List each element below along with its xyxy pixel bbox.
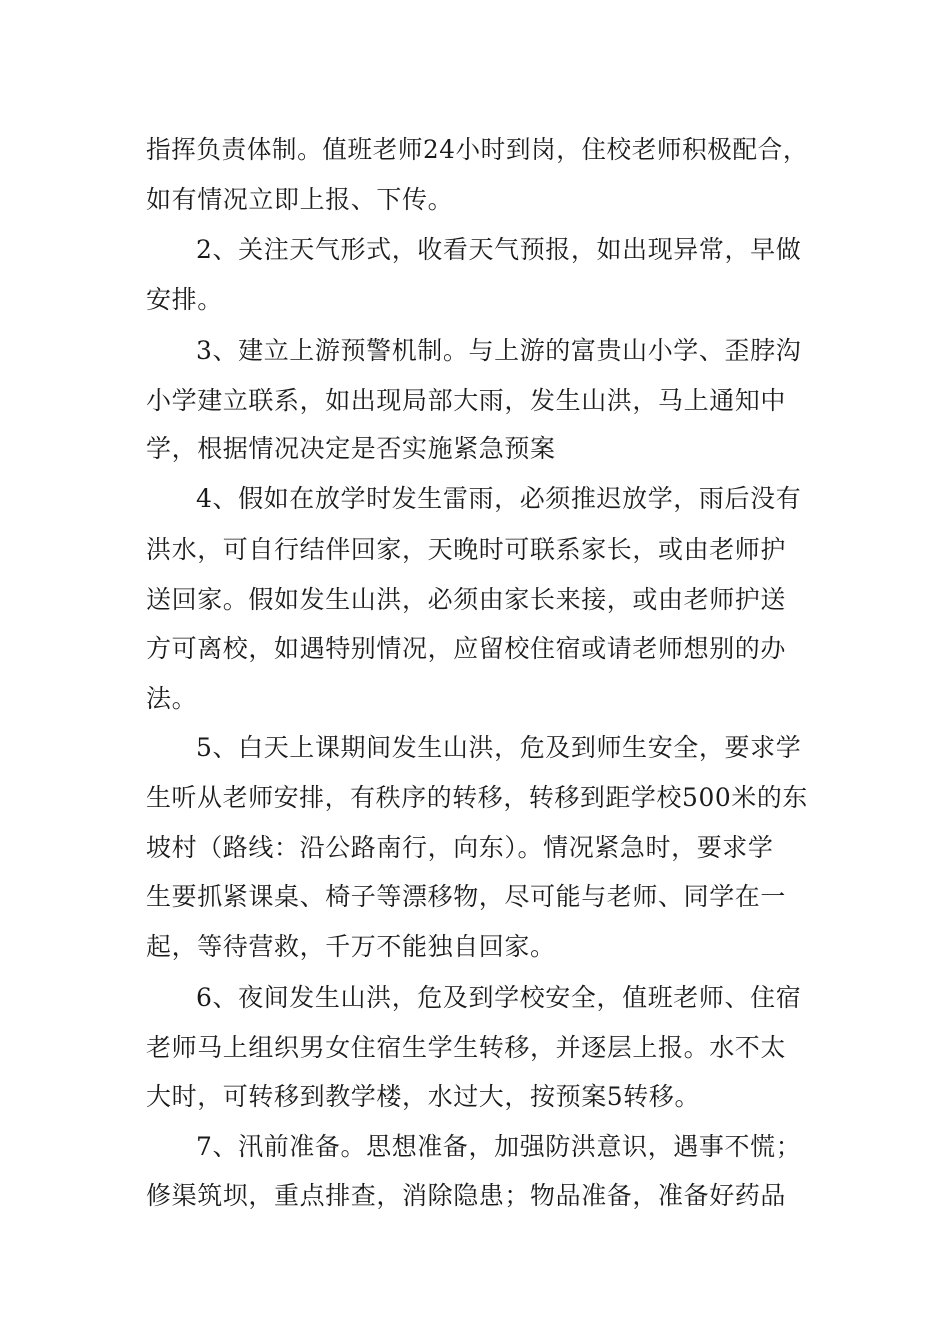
text-line: 2、关注天气形式，收看天气预报，如出现异常，早做 xyxy=(196,235,802,264)
text-line: 7、汛前准备。思想准备，加强防洪意识，遇事不慌； xyxy=(196,1132,802,1161)
text-line: 坡村（路线：沿公路南行，向东）。情况紧急时，要求学 xyxy=(146,833,774,862)
text-line: 老师马上组织男女住宿生学生转移，并逐层上报。水不太 xyxy=(146,1033,787,1062)
text-line: 大时，可转移到教学楼，水过大，按预案5转移。 xyxy=(146,1082,701,1111)
text-line: 6、夜间发生山洪，危及到学校安全，值班老师、住宿 xyxy=(196,983,802,1012)
text-line: 生要抓紧课桌、椅子等漂移物，尽可能与老师、同学在一 xyxy=(146,882,787,911)
text-line: 如有情况立即上报、下传。 xyxy=(146,185,454,214)
text-line: 法。 xyxy=(146,684,198,713)
text-line: 方可离校，如遇特别情况，应留校住宿或请老师想别的办 xyxy=(146,634,787,663)
text-line: 小学建立联系，如出现局部大雨，发生山洪，马上通知中 xyxy=(146,386,787,415)
text-line: 3、建立上游预警机制。与上游的富贵山小学、歪脖沟 xyxy=(196,336,802,365)
text-line: 指挥负责体制。值班老师24小时到岗，住校老师积极配合， xyxy=(146,135,809,164)
text-line: 5、白天上课期间发生山洪，危及到师生安全，要求学 xyxy=(196,733,802,762)
text-line: 4、假如在放学时发生雷雨，必须推迟放学，雨后没有 xyxy=(196,484,802,513)
text-line: 学，根据情况决定是否实施紧急预案 xyxy=(146,434,556,463)
text-line: 修渠筑坝，重点排查，消除隐患；物品准备，准备好药品 xyxy=(146,1181,787,1210)
text-line: 生听从老师安排，有秩序的转移，转移到距学校500米的东 xyxy=(146,783,808,812)
text-line: 送回家。假如发生山洪，必须由家长来接，或由老师护送 xyxy=(146,585,787,614)
text-line: 起，等待营救，千万不能独自回家。 xyxy=(146,932,556,961)
text-line: 洪水，可自行结伴回家，天晚时可联系家长，或由老师护 xyxy=(146,535,787,564)
text-line: 安排。 xyxy=(146,285,223,314)
